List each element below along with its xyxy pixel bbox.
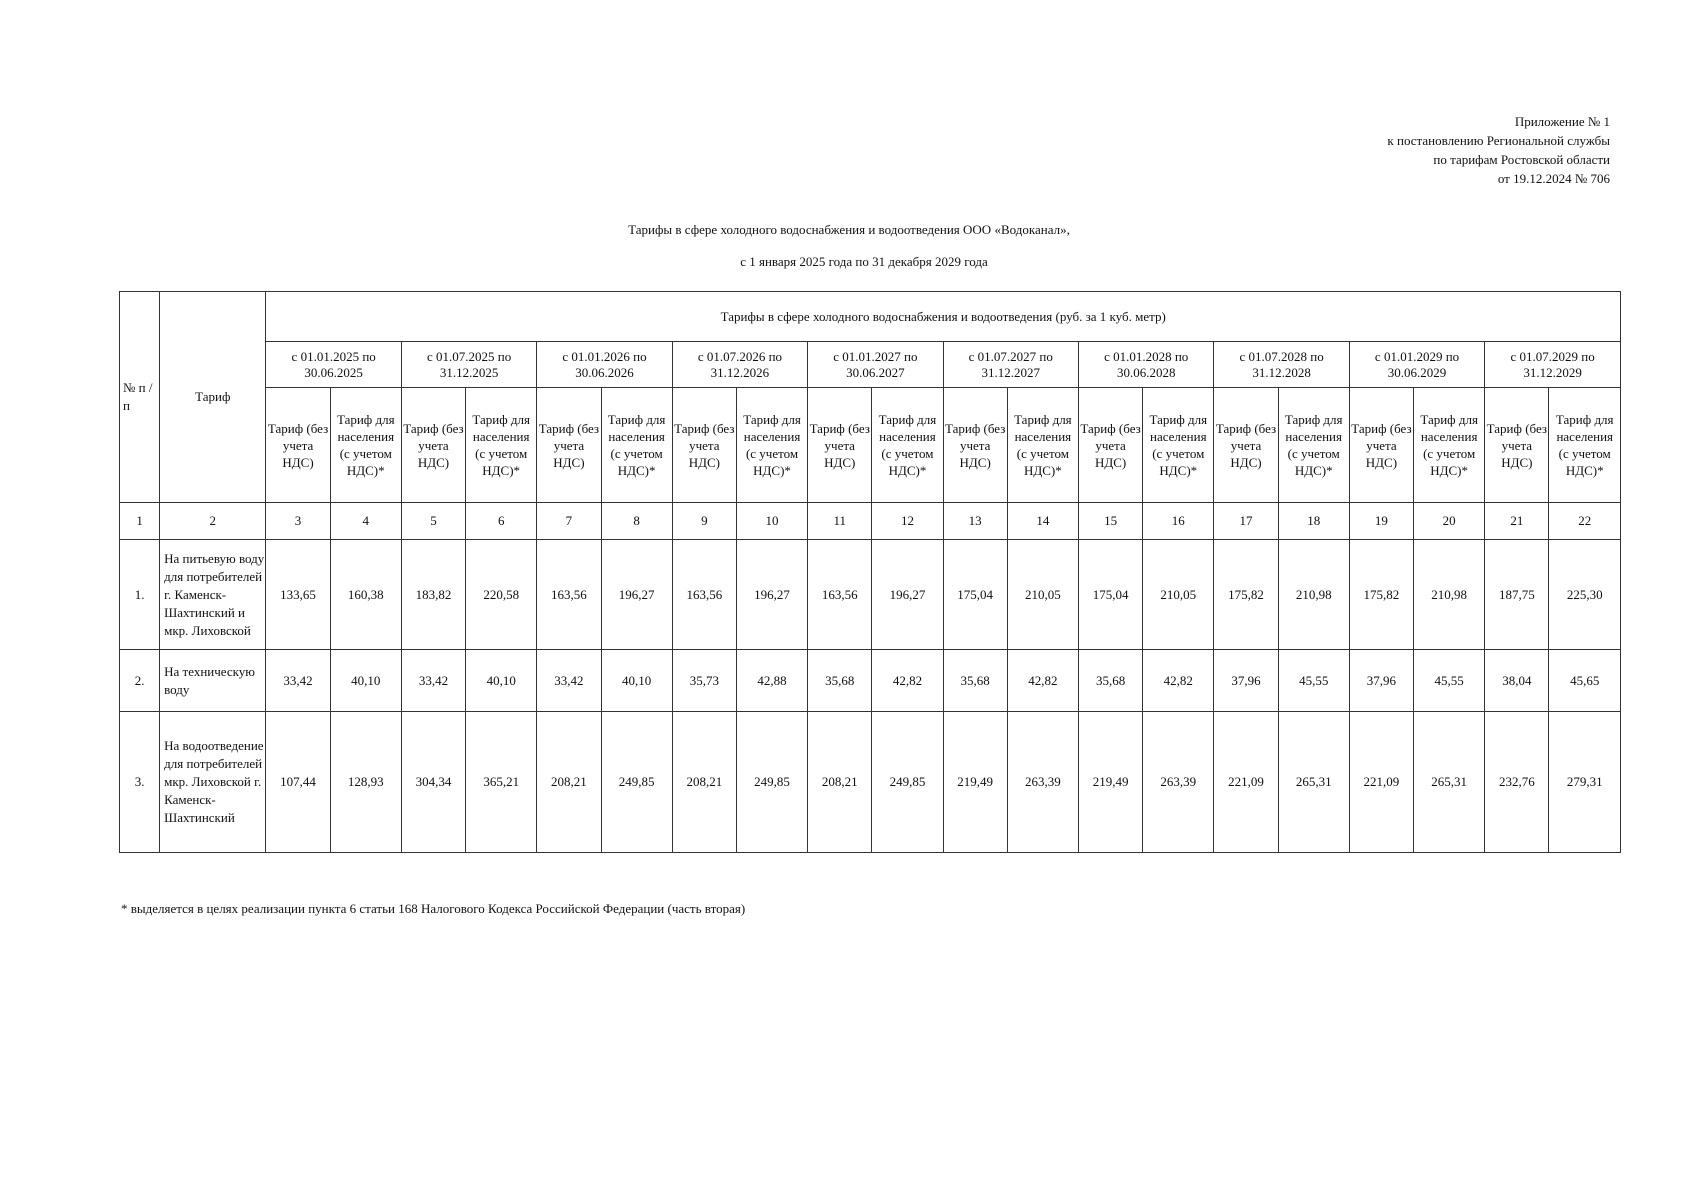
tariff-value: 210,05 xyxy=(1007,540,1078,650)
tariff-value: 208,21 xyxy=(808,712,872,853)
period-header: с 01.07.2029 по 31.12.2029 xyxy=(1485,342,1621,388)
tariff-value: 35,68 xyxy=(808,650,872,712)
tariff-value: 107,44 xyxy=(266,712,330,853)
period-header: с 01.01.2026 по 30.06.2026 xyxy=(537,342,672,388)
subheader-tariff-incl-vat: Тариф для населения (с учетом НДС)* xyxy=(736,388,807,503)
tariff-value: 225,30 xyxy=(1549,540,1621,650)
column-number-cell: 3 xyxy=(266,503,330,540)
tariff-value: 42,88 xyxy=(736,650,807,712)
tariff-value: 45,65 xyxy=(1549,650,1621,712)
tariff-value: 35,73 xyxy=(672,650,736,712)
tariff-value: 42,82 xyxy=(872,650,943,712)
period-header: с 01.01.2029 по 30.06.2029 xyxy=(1349,342,1484,388)
tariff-value: 163,56 xyxy=(808,540,872,650)
tariff-value: 38,04 xyxy=(1485,650,1549,712)
tariff-value: 208,21 xyxy=(537,712,601,853)
tariff-value: 35,68 xyxy=(943,650,1007,712)
subheader-tariff-excl-vat: Тариф (без учета НДС) xyxy=(1078,388,1142,503)
tariff-value: 163,56 xyxy=(537,540,601,650)
column-number-cell: 14 xyxy=(1007,503,1078,540)
subheader-tariff-excl-vat: Тариф (без учета НДС) xyxy=(1485,388,1549,503)
column-number-cell: 4 xyxy=(330,503,401,540)
subheader-tariff-incl-vat: Тариф для населения (с учетом НДС)* xyxy=(872,388,943,503)
subheader-tariff-incl-vat: Тариф для населения (с учетом НДС)* xyxy=(1414,388,1485,503)
subheader-tariff-excl-vat: Тариф (без учета НДС) xyxy=(1214,388,1278,503)
tariff-value: 232,76 xyxy=(1485,712,1549,853)
tariff-value: 187,75 xyxy=(1485,540,1549,650)
period-header: с 01.01.2027 по 30.06.2027 xyxy=(808,342,943,388)
tariff-value: 221,09 xyxy=(1349,712,1413,853)
subheader-tariff-excl-vat: Тариф (без учета НДС) xyxy=(808,388,872,503)
tariff-value: 175,82 xyxy=(1214,540,1278,650)
tariff-value: 196,27 xyxy=(736,540,807,650)
tariff-value: 208,21 xyxy=(672,712,736,853)
column-number-cell: 21 xyxy=(1485,503,1549,540)
column-number-cell: 8 xyxy=(601,503,672,540)
appendix-line: Приложение № 1 xyxy=(1514,114,1610,129)
tariff-table xyxy=(119,291,1621,853)
header-row-group xyxy=(120,292,1621,342)
tariff-value: 249,85 xyxy=(601,712,672,853)
document-subtitle: с 1 января 2025 года по 31 декабря 2029 года xyxy=(740,254,988,269)
tariff-value: 210,98 xyxy=(1414,540,1485,650)
row-number: 2. xyxy=(120,650,160,712)
tariff-value: 42,82 xyxy=(1007,650,1078,712)
tariff-value: 40,10 xyxy=(330,650,401,712)
subheader-tariff-excl-vat: Тариф (без учета НДС) xyxy=(943,388,1007,503)
tariff-value: 163,56 xyxy=(672,540,736,650)
tariff-value: 40,10 xyxy=(466,650,537,712)
tariff-value: 175,04 xyxy=(943,540,1007,650)
period-header: с 01.01.2025 по 30.06.2025 xyxy=(266,342,401,388)
tariff-value: 33,42 xyxy=(537,650,601,712)
tariff-value: 219,49 xyxy=(943,712,1007,853)
tariff-value: 196,27 xyxy=(601,540,672,650)
column-number-cell: 20 xyxy=(1414,503,1485,540)
table-row xyxy=(120,712,1621,853)
tariff-value: 33,42 xyxy=(266,650,330,712)
tariff-value: 265,31 xyxy=(1278,712,1349,853)
column-number-cell: 12 xyxy=(872,503,943,540)
subheader-tariff-excl-vat: Тариф (без учета НДС) xyxy=(266,388,330,503)
period-header: с 01.07.2025 по 31.12.2025 xyxy=(401,342,536,388)
subheader-tariff-excl-vat: Тариф (без учета НДС) xyxy=(672,388,736,503)
tariff-value: 37,96 xyxy=(1214,650,1278,712)
header-row-subcolumns xyxy=(120,388,1621,503)
tariff-value: 175,82 xyxy=(1349,540,1413,650)
column-header-group: Тарифы в сфере холодного водоснабжения и водоотведения (руб. за 1 куб. метр) xyxy=(266,292,1621,342)
appendix-line: к постановлению Региональной службы xyxy=(1387,133,1610,148)
column-number-cell: 19 xyxy=(1349,503,1413,540)
tariff-value: 263,39 xyxy=(1143,712,1214,853)
footnote: * выделяется в целях реализации пункта 6 статьи 168 Налогового Кодекса Российской Федерации (часть вторая) xyxy=(121,901,746,916)
subheader-tariff-incl-vat: Тариф для населения (с учетом НДС)* xyxy=(1007,388,1078,503)
tariff-value: 160,38 xyxy=(330,540,401,650)
tariff-value: 133,65 xyxy=(266,540,330,650)
tariff-value: 263,39 xyxy=(1007,712,1078,853)
subheader-tariff-incl-vat: Тариф для населения (с учетом НДС)* xyxy=(330,388,401,503)
period-header: с 01.07.2028 по 31.12.2028 xyxy=(1214,342,1349,388)
tariff-value: 42,82 xyxy=(1143,650,1214,712)
column-number-cell: 22 xyxy=(1549,503,1621,540)
tariff-value: 210,05 xyxy=(1143,540,1214,650)
appendix-line: по тарифам Ростовской области xyxy=(1433,152,1610,167)
subheader-tariff-incl-vat: Тариф для населения (с учетом НДС)* xyxy=(601,388,672,503)
column-header-number: № п /п xyxy=(120,292,160,503)
tariff-value: 365,21 xyxy=(466,712,537,853)
subheader-tariff-incl-vat: Тариф для населения (с учетом НДС)* xyxy=(1143,388,1214,503)
column-number-cell: 2 xyxy=(160,503,266,540)
tariff-value: 45,55 xyxy=(1278,650,1349,712)
tariff-value: 37,96 xyxy=(1349,650,1413,712)
column-number-cell: 18 xyxy=(1278,503,1349,540)
tariff-value: 210,98 xyxy=(1278,540,1349,650)
subheader-tariff-incl-vat: Тариф для населения (с учетом НДС)* xyxy=(1549,388,1621,503)
tariff-value: 279,31 xyxy=(1549,712,1621,853)
column-number-cell: 13 xyxy=(943,503,1007,540)
tariff-value: 265,31 xyxy=(1414,712,1485,853)
tariff-value: 33,42 xyxy=(401,650,465,712)
tariff-value: 40,10 xyxy=(601,650,672,712)
tariff-value: 35,68 xyxy=(1078,650,1142,712)
tariff-value: 249,85 xyxy=(736,712,807,853)
tariff-name: На техническую воду xyxy=(160,650,266,712)
table-row xyxy=(120,540,1621,650)
document-title: Тарифы в сфере холодного водоснабжения и водоотведения ООО «Водоканал», xyxy=(628,222,1070,237)
column-number-cell: 16 xyxy=(1143,503,1214,540)
column-number-cell: 9 xyxy=(672,503,736,540)
row-number: 1. xyxy=(120,540,160,650)
tariff-value: 183,82 xyxy=(401,540,465,650)
subheader-tariff-incl-vat: Тариф для населения (с учетом НДС)* xyxy=(466,388,537,503)
tariff-value: 196,27 xyxy=(872,540,943,650)
tariff-value: 304,34 xyxy=(401,712,465,853)
period-header: с 01.07.2027 по 31.12.2027 xyxy=(943,342,1078,388)
tariff-value: 45,55 xyxy=(1414,650,1485,712)
column-number-cell: 7 xyxy=(537,503,601,540)
table-row xyxy=(120,650,1621,712)
column-number-cell: 15 xyxy=(1078,503,1142,540)
column-numbers-row xyxy=(120,503,1621,540)
subheader-tariff-excl-vat: Тариф (без учета НДС) xyxy=(401,388,465,503)
period-header: с 01.07.2026 по 31.12.2026 xyxy=(672,342,807,388)
tariff-name: На водоотведение для потребителей мкр. Лиховской г. Каменск-Шахтинский xyxy=(160,712,266,853)
appendix-header xyxy=(1387,112,1610,188)
tariff-value: 175,04 xyxy=(1078,540,1142,650)
column-number-cell: 17 xyxy=(1214,503,1278,540)
row-number: 3. xyxy=(120,712,160,853)
subheader-tariff-incl-vat: Тариф для населения (с учетом НДС)* xyxy=(1278,388,1349,503)
period-header: с 01.01.2028 по 30.06.2028 xyxy=(1078,342,1213,388)
column-number-cell: 1 xyxy=(120,503,160,540)
header-row-periods xyxy=(120,342,1621,388)
appendix-line: от 19.12.2024 № 706 xyxy=(1497,171,1610,186)
column-number-cell: 10 xyxy=(736,503,807,540)
subheader-tariff-excl-vat: Тариф (без учета НДС) xyxy=(537,388,601,503)
column-number-cell: 6 xyxy=(466,503,537,540)
column-number-cell: 11 xyxy=(808,503,872,540)
subheader-tariff-excl-vat: Тариф (без учета НДС) xyxy=(1349,388,1413,503)
tariff-value: 249,85 xyxy=(872,712,943,853)
tariff-value: 221,09 xyxy=(1214,712,1278,853)
column-header-tariff: Тариф xyxy=(160,292,266,503)
tariff-value: 219,49 xyxy=(1078,712,1142,853)
tariff-name: На питьевую воду для потребителей г. Каменск-Шахтинский и мкр. Лиховской xyxy=(160,540,266,650)
tariff-value: 220,58 xyxy=(466,540,537,650)
tariff-value: 128,93 xyxy=(330,712,401,853)
column-number-cell: 5 xyxy=(401,503,465,540)
